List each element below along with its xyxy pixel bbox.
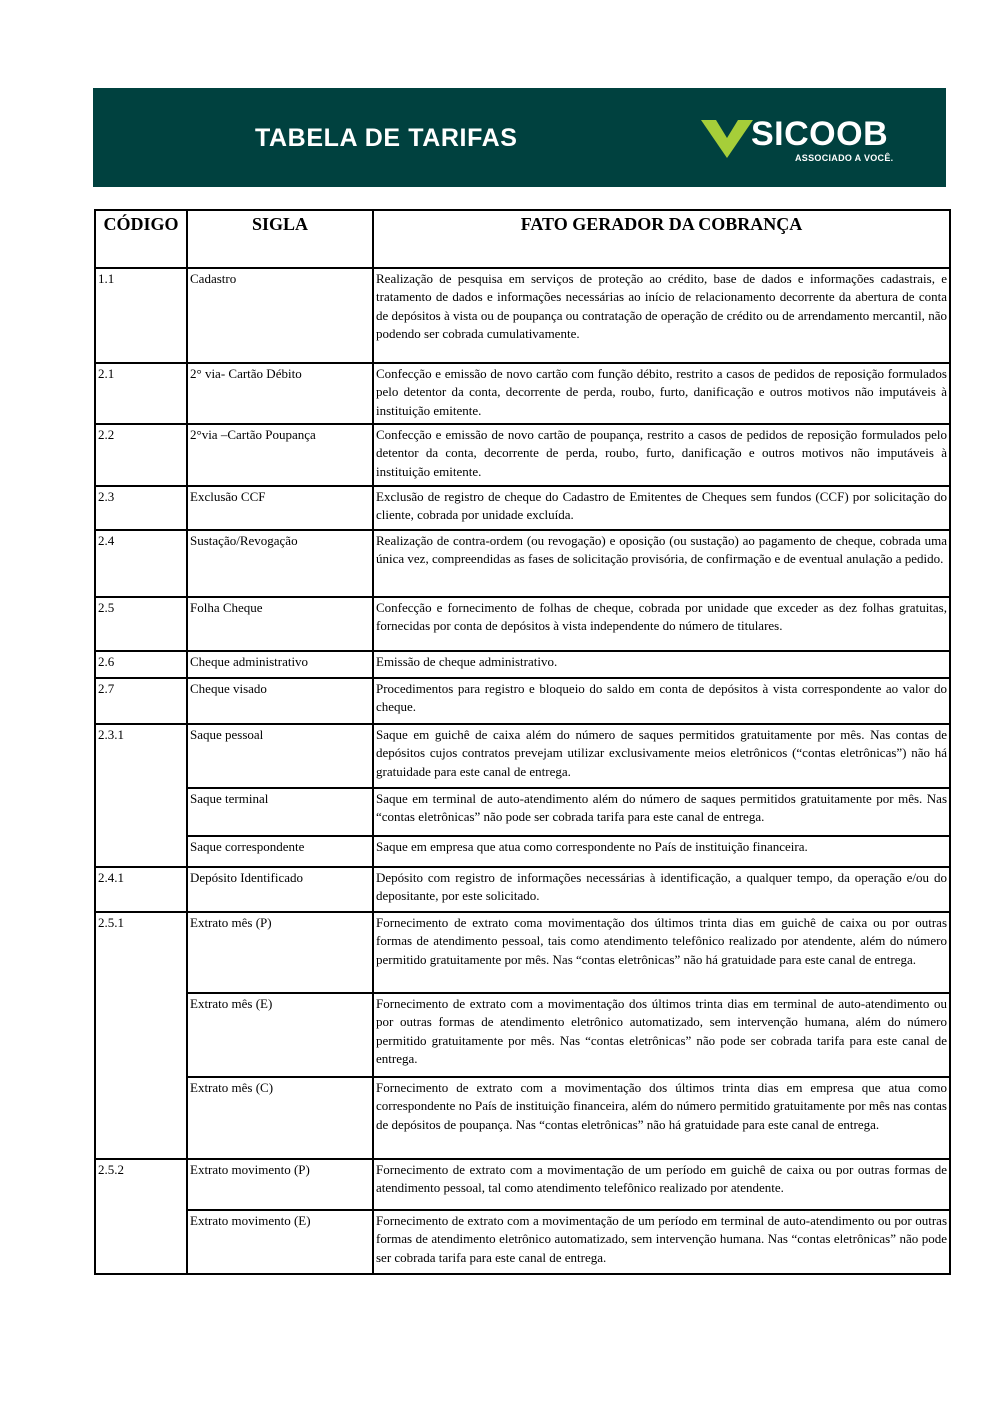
row-description: Saque em terminal de auto-atendimento além do número de saques permitidos gratuitamente por mês. Nas “contas eletrônicas” não pode ser cobrada tarifa para este canal de entrega. <box>373 788 950 836</box>
header-fato-gerador: FATO GERADOR DA COBRANÇA <box>373 210 950 268</box>
row-description: Fornecimento de extrato com a movimentação de um período em guichê de caixa ou por outras formas de atendimento pessoal, tal como atendimento telefônico realizado por atendente. <box>373 1159 950 1210</box>
header-codigo: CÓDIGO <box>95 210 187 268</box>
row-description: Saque em empresa que atua como correspondente no País de instituição financeira. <box>373 836 950 867</box>
table-row <box>95 912 950 993</box>
row-sigla: Extrato mês (C) <box>187 1077 373 1159</box>
row-sigla: 2°via –Cartão Poupança <box>187 424 373 486</box>
row-sigla: Cadastro <box>187 268 373 363</box>
row-code: 2.3.1 <box>95 724 187 867</box>
row-description: Emissão de cheque administrativo. <box>373 651 950 678</box>
table-row <box>95 530 950 597</box>
row-description: Confecção e fornecimento de folhas de cheque, cobrada por unidade que exceder as dez folhas gratuitas, fornecidas por conta de depósitos à vista independente do número de titulares. <box>373 597 950 651</box>
row-sigla: Cheque administrativo <box>187 651 373 678</box>
table-row <box>95 724 950 788</box>
row-code: 2.5.2 <box>95 1159 187 1274</box>
table-row <box>95 363 950 424</box>
row-description: Realização de pesquisa em serviços de proteção ao crédito, base de dados e informações cadastrais, e tratamento de dados e informações necessárias ao início de relacionamento decorrente da abertura de conta de depósitos à vista ou de poupança ou contratação de operação de crédito ou de arrendamento mercantil, não podendo ser cobrada cumulativamente. <box>373 268 950 363</box>
row-description: Saque em guichê de caixa além do número de saques permitidos gratuitamente por mês. Nas contas de depósitos cujos contratos prevejam utilizar exclusivamente meios eletrônicos (“contas eletrônicas”) não há gratuidade para este canal de entrega. <box>373 724 950 788</box>
row-code: 2.5 <box>95 597 187 651</box>
row-sigla: Extrato mês (E) <box>187 993 373 1077</box>
table-row <box>95 867 950 912</box>
row-description: Procedimentos para registro e bloqueio do saldo em conta de depósitos à vista correspondente ao valor do cheque. <box>373 678 950 724</box>
row-code: 2.7 <box>95 678 187 724</box>
row-sigla: Saque pessoal <box>187 724 373 788</box>
header-banner <box>93 88 946 187</box>
row-code: 1.1 <box>95 268 187 363</box>
row-sigla: Cheque visado <box>187 678 373 724</box>
row-description: Depósito com registro de informações necessárias à identificação, a qualquer tempo, da operação e/ou do depositante, por este solicitado. <box>373 867 950 912</box>
row-description: Confecção e emissão de novo cartão de poupança, restrito a casos de pedidos de reposição formulados pelo detentor da conta, decorrente de perda, roubo, furto, danificação e outros motivos não imputáveis à instituição emitente. <box>373 424 950 486</box>
row-sigla: Depósito Identificado <box>187 867 373 912</box>
table-row <box>95 1077 950 1159</box>
table-row <box>95 597 950 651</box>
row-sigla: Saque terminal <box>187 788 373 836</box>
page-title: TABELA DE TARIFAS <box>255 124 518 152</box>
row-code: 2.6 <box>95 651 187 678</box>
row-code: 2.2 <box>95 424 187 486</box>
row-code: 2.4 <box>95 530 187 597</box>
table-row <box>95 788 950 836</box>
row-sigla: Folha Cheque <box>187 597 373 651</box>
table-row <box>95 993 950 1077</box>
row-description: Fornecimento de extrato com a movimentação dos últimos trinta dias em terminal de auto-atendimento ou por outras formas de atendimento eletrônico automatizado, sem intervenção humana, além do número permitido gratuitamente por mês. Nas “contas eletrônicas” não pode ser cobrada tarifa para este canal de entrega. <box>373 993 950 1077</box>
logo-name: SICOOB <box>751 115 889 153</box>
row-sigla: Extrato movimento (P) <box>187 1159 373 1210</box>
row-sigla: Exclusão CCF <box>187 486 373 530</box>
table-row <box>95 268 950 363</box>
row-code: 2.1 <box>95 363 187 424</box>
row-sigla: 2° via- Cartão Débito <box>187 363 373 424</box>
row-sigla: Extrato mês (P) <box>187 912 373 993</box>
header-sigla: SIGLA <box>187 210 373 268</box>
row-description: Fornecimento de extrato com a movimentação de um período em terminal de auto-atendimento ou por outras formas de atendimento eletrônico automatizado, sem intervenção humana. Nas “contas eletrônicas” não pode ser cobrada tarifa para este canal de entrega. <box>373 1210 950 1274</box>
table-row <box>95 651 950 678</box>
row-sigla: Saque correspondente <box>187 836 373 867</box>
row-sigla: Extrato movimento (E) <box>187 1210 373 1274</box>
row-code: 2.3 <box>95 486 187 530</box>
table-row <box>95 424 950 486</box>
sicoob-logo-mark-icon <box>701 118 753 158</box>
table-row <box>95 678 950 724</box>
row-description: Exclusão de registro de cheque do Cadastro de Emitentes de Cheques sem fundos (CCF) por solicitação do cliente, cobrada por unidade excluída. <box>373 486 950 530</box>
table-row <box>95 486 950 530</box>
row-description: Fornecimento de extrato com a movimentação dos últimos trinta dias em empresa que atua como correspondente no País de instituição financeira, além do número permitido gratuitamente por mês nas contas de depósitos de poupança. Nas “contas eletrônicas” não há gratuidade para este canal de entrega. <box>373 1077 950 1159</box>
table-row <box>95 1210 950 1274</box>
row-description: Confecção e emissão de novo cartão com função débito, restrito a casos de pedidos de reposição formulados pelo detentor da conta, decorrente de perda, roubo, furto, danificação e outros motivos não imputáveis à instituição emitente. <box>373 363 950 424</box>
row-description: Fornecimento de extrato coma movimentação dos últimos trinta dias em guichê de caixa ou por outras formas de atendimento pessoal, tais como atendimento telefônico realizado por atendente, além do número permitido gratuitamente por mês. Nas “contas eletrônicas” não há gratuidade para este canal de entrega. <box>373 912 950 993</box>
table-row <box>95 1159 950 1210</box>
row-description: Realização de contra-ordem (ou revogação) e oposição (ou sustação) ao pagamento de cheque, cobrada uma única vez, compreendidas as fases de solicitação provisória, de confirmação e de eventual anulação a pedido. <box>373 530 950 597</box>
row-code: 2.5.1 <box>95 912 187 1159</box>
table-row <box>95 836 950 867</box>
row-sigla: Sustação/Revogação <box>187 530 373 597</box>
sicoob-logo <box>701 117 901 167</box>
tariffs-table <box>94 209 951 1275</box>
table-header-row <box>95 210 950 268</box>
logo-tagline: ASSOCIADO A VOCÊ. <box>795 153 894 163</box>
row-code: 2.4.1 <box>95 867 187 912</box>
